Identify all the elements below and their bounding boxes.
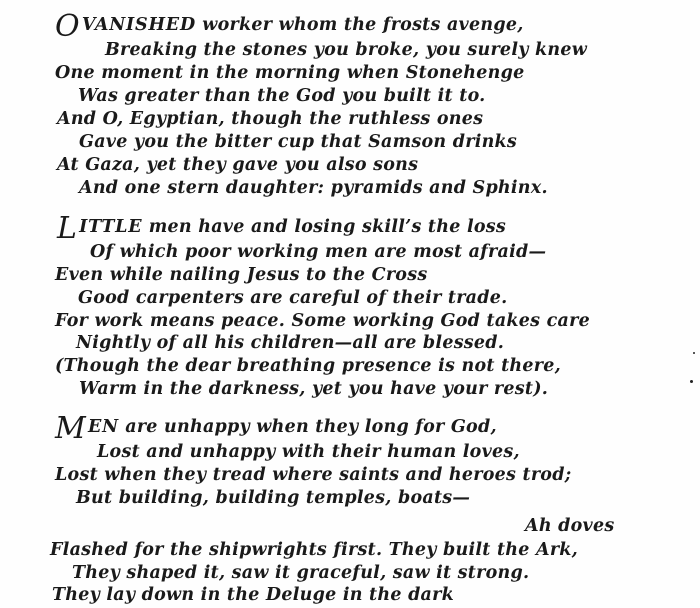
poem-line: One moment in the morning when Stonehenge bbox=[55, 63, 525, 83]
poem-line: Good carpenters are careful of their trade. bbox=[78, 288, 508, 308]
small-caps-word: ITTLE bbox=[79, 217, 143, 237]
line-text: are unhappy when they long for God, bbox=[118, 417, 497, 437]
poem-line: (Though the dear breathing presence is not there, bbox=[55, 356, 561, 376]
poem-line: And O, Egyptian, though the ruthless ones bbox=[57, 109, 484, 129]
poem-line: Lost when they tread where saints and heroes trod; bbox=[55, 465, 572, 485]
poem-line bbox=[55, 9, 524, 44]
poem-line: For work means peace. Some working God takes care bbox=[55, 311, 590, 331]
poem-line: Nightly of all his children—all are blessed. bbox=[76, 333, 505, 353]
small-caps-word: VANISHED bbox=[81, 15, 196, 35]
line-text: worker whom the frosts avenge, bbox=[195, 15, 524, 35]
small-caps-word: EN bbox=[87, 417, 119, 437]
drop-cap: L bbox=[57, 211, 78, 246]
drop-cap: M bbox=[55, 411, 86, 446]
ink-speck bbox=[690, 380, 693, 383]
poem-line: Ah doves bbox=[525, 516, 615, 536]
poem-line: They lay down in the Deluge in the dark bbox=[52, 585, 454, 605]
line-text: men have and losing skill’s the loss bbox=[142, 217, 506, 237]
drop-cap: O bbox=[55, 9, 80, 44]
poem-line: They shaped it, saw it graceful, saw it strong. bbox=[72, 563, 530, 583]
ink-speck bbox=[693, 352, 695, 354]
poem-line: Lost and unhappy with their human loves, bbox=[97, 442, 520, 462]
poem-line: Breaking the stones you broke, you surely knew bbox=[105, 40, 588, 60]
poem-line: Of which poor working men are most afraid— bbox=[90, 242, 547, 262]
poem-line bbox=[55, 411, 497, 446]
poem-line: At Gaza, yet they gave you also sons bbox=[57, 155, 419, 175]
poem-line: But building, building temples, boats— bbox=[76, 488, 471, 508]
poem-line: Was greater than the God you built it to. bbox=[78, 86, 486, 106]
poem-line: And one stern daughter: pyramids and Sphinx. bbox=[79, 178, 548, 198]
poem-line: Gave you the bitter cup that Samson drinks bbox=[79, 132, 518, 152]
poem-line bbox=[57, 211, 506, 246]
poem-line: Even while nailing Jesus to the Cross bbox=[55, 265, 428, 285]
poem-line: Flashed for the shipwrights first. They built the Ark, bbox=[50, 540, 579, 560]
poem-line: Warm in the darkness, yet you have your rest). bbox=[79, 379, 549, 399]
